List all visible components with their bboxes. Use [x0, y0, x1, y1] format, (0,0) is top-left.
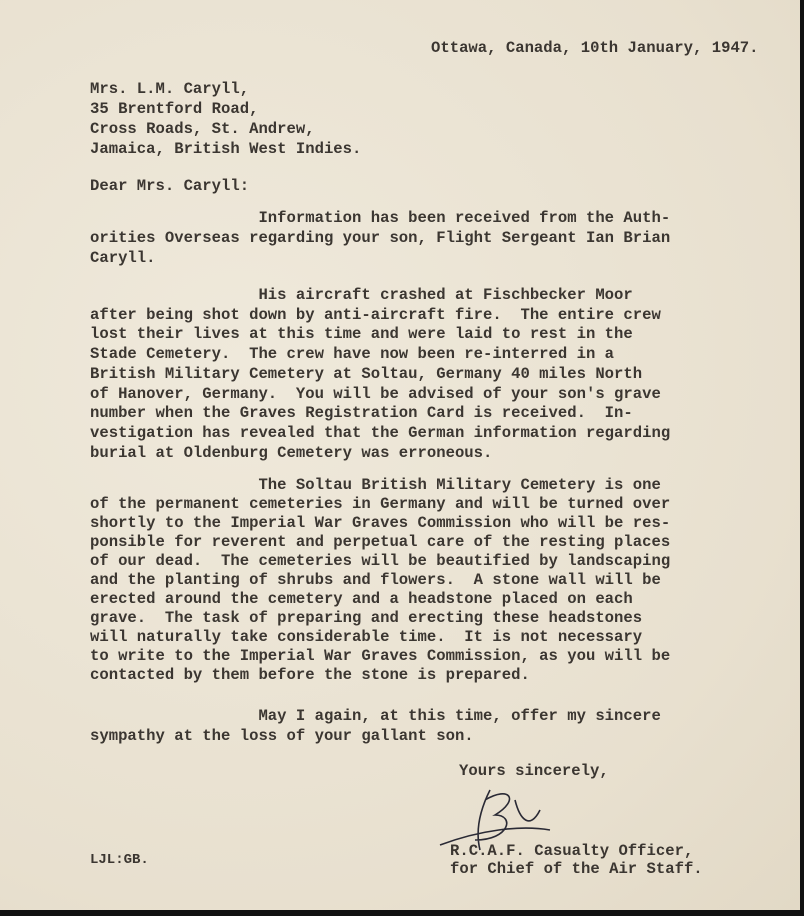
- text-line: The Soltau British Military Cemetery is one: [90, 476, 661, 494]
- reference-initials: LJL:GB.: [90, 852, 149, 868]
- text-line: ponsible for reverent and perpetual care of the resting places: [90, 533, 671, 551]
- text-line: will naturally take considerable time. It is not necessary: [90, 628, 643, 646]
- address-line: Cross Roads, St. Andrew,: [90, 120, 315, 138]
- address-line: Jamaica, British West Indies.: [90, 140, 362, 158]
- text-line: after being shot down by anti-aircraft fire. The entire crew: [90, 305, 661, 324]
- text-line: grave. The task of preparing and erecting these headstones: [90, 609, 643, 627]
- closing: Yours sincerely,: [459, 762, 609, 780]
- text-line: burial at Oldenburg Cemetery was erroneous.: [90, 443, 493, 462]
- text-line: lost their lives at this time and were laid to rest in the: [90, 325, 633, 344]
- text-line: Information has been received from the Auth-: [90, 209, 671, 227]
- text-line: Stade Cemetery. The crew have now been re-interred in a: [90, 345, 615, 364]
- text-line: sympathy at the loss of your gallant son.: [90, 727, 474, 745]
- text-line: vestigation has revealed that the German information regarding: [90, 423, 671, 442]
- text-line: erected around the cemetery and a headstone placed on each: [90, 590, 633, 608]
- text-line: of Hanover, Germany. You will be advised of your son's grave: [90, 384, 661, 403]
- text-line: His aircraft crashed at Fischbecker Moor: [90, 286, 633, 304]
- text-line: to write to the Imperial War Graves Commission, as you will be: [90, 647, 671, 665]
- signatory-role: for Chief of the Air Staff.: [450, 860, 703, 878]
- signatory-title: R.C.A.F. Casualty Officer,: [450, 842, 694, 860]
- text-line: British Military Cemetery at Soltau, Germany 40 miles North: [90, 364, 643, 383]
- recipient-address: [90, 79, 361, 159]
- text-line: and the planting of shrubs and flowers. A stone wall will be: [90, 571, 661, 589]
- paragraph-1: [90, 208, 670, 268]
- salutation: Dear Mrs. Caryll:: [90, 177, 250, 195]
- text-line: number when the Graves Registration Card is received. In-: [90, 404, 633, 423]
- date-line: Ottawa, Canada, 10th January, 1947.: [431, 39, 759, 57]
- text-line: orities Overseas regarding your son, Flight Sergeant Ian Brian: [90, 229, 671, 247]
- paragraph-2: [90, 286, 670, 463]
- text-line: of the permanent cemeteries in Germany and will be turned over: [90, 495, 671, 513]
- paragraph-4: [90, 706, 661, 746]
- address-line: Mrs. L.M. Caryll,: [90, 80, 250, 98]
- text-line: shortly to the Imperial War Graves Commission who will be res-: [90, 514, 671, 532]
- address-line: 35 Brentford Road,: [90, 100, 259, 118]
- text-line: contacted by them before the stone is prepared.: [90, 666, 530, 684]
- text-line: of our dead. The cemeteries will be beautified by landscaping: [90, 552, 671, 570]
- text-line: May I again, at this time, offer my sincere: [90, 707, 661, 725]
- text-line: Caryll.: [90, 249, 156, 267]
- paragraph-3: [90, 476, 670, 685]
